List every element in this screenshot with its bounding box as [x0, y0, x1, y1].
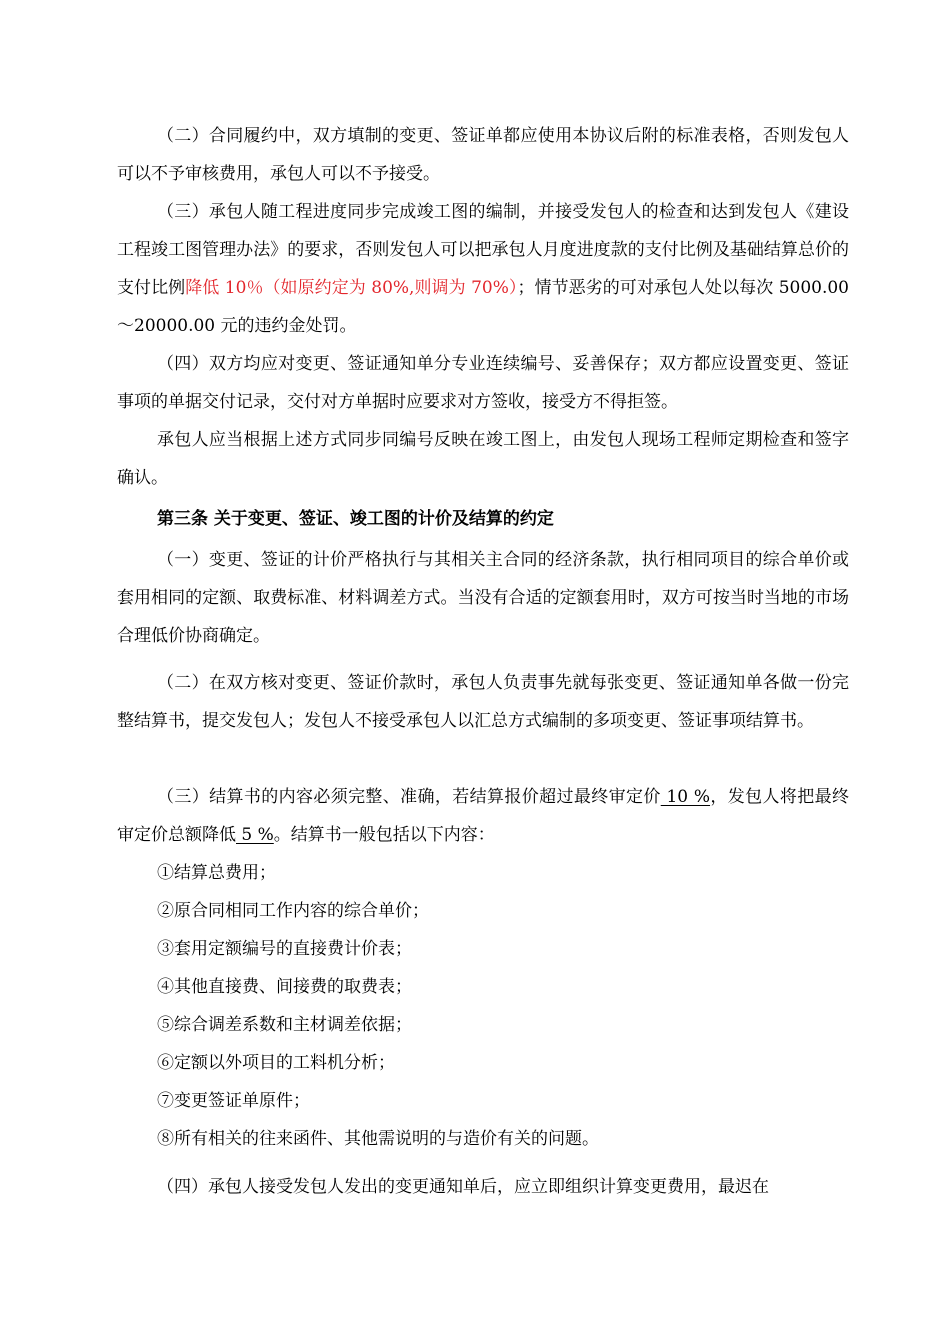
red-highlight-text: 降低 10％（如原约定为 80%,则调为 70%）	[185, 278, 518, 298]
list-item: ⑥定额以外项目的工料机分析；	[157, 1053, 395, 1073]
paragraph-text: （四）承包人接受发包人发出的变更通知单后，应立即组织计算变更费用，最迟在	[157, 1177, 769, 1197]
list-item: ⑧所有相关的往来函件、其他需说明的与造价有关的问题。	[157, 1129, 599, 1149]
list-item: ③套用定额编号的直接费计价表；	[157, 939, 412, 959]
list-item: ②原合同相同工作内容的综合单价；	[157, 901, 429, 921]
paragraph-3-3	[117, 778, 849, 854]
paragraph-text: ，发包人将把最终审定价总额降低	[117, 787, 850, 845]
paragraph-2-4	[117, 345, 849, 421]
paragraph-2-3	[117, 193, 849, 345]
paragraph-text: （三）承包人随工程进度同步完成竣工图的编制，并接受发包人的检查和达到发包人《建设工程竣工图管理办法》的要求，否则发包人可以把承包人月度进度款的支付比例及基础结算总价的支付比例	[117, 202, 849, 298]
paragraph-text: （三）结算书的内容必须完整、准确，若结算报价超过最终审定价	[157, 787, 661, 807]
section-heading-article-3: 第三条 关于变更、签证、竣工图的计价及结算的约定	[157, 509, 554, 529]
paragraph-2-2	[117, 117, 849, 193]
paragraph-text: （一）变更、签证的计价严格执行与其相关主合同的经济条款，执行相同项目的综合单价或套用相同的定额、取费标准、材料调差方式。当没有合适的定额套用时，双方可按当时当地的市场合理低价协商确定。	[117, 550, 849, 646]
paragraph-3-2	[117, 664, 849, 740]
list-item: ⑤综合调差系数和主材调差依据；	[157, 1015, 412, 1035]
paragraph-note	[117, 421, 849, 497]
paragraph-text: 。结算书一般包括以下内容：	[273, 825, 495, 845]
underlined-value: 5 %	[236, 825, 274, 845]
paragraph-text: （四）双方均应对变更、签证通知单分专业连续编号、妥善保存；双方都应设置变更、签证事项的单据交付记录，交付对方单据时应要求对方签收，接受方不得拒签。	[117, 354, 849, 412]
paragraph-text: （二）合同履约中，双方填制的变更、签证单都应使用本协议后附的标准表格，否则发包人可以不予审核费用，承包人可以不予接受。	[117, 126, 849, 184]
paragraph-text: 承包人应当根据上述方式同步同编号反映在竣工图上，由发包人现场工程师定期检查和签字确认。	[117, 430, 849, 488]
underlined-value: 10 %	[660, 787, 711, 807]
list-item: ⑦变更签证单原件；	[157, 1091, 310, 1111]
paragraph-text: （二）在双方核对变更、签证价款时，承包人负责事先就每张变更、签证通知单各做一份完整结算书，提交发包人；发包人不接受承包人以汇总方式编制的多项变更、签证事项结算书。	[117, 673, 849, 731]
list-item: ④其他直接费、间接费的取费表；	[157, 977, 412, 997]
paragraph-text: ；情节恶劣的可对承包人处以每次 5000.00～20000.00 元的违约金处罚。	[117, 278, 849, 336]
list-item: ①结算总费用；	[157, 863, 276, 883]
paragraph-3-4	[157, 1168, 849, 1206]
paragraph-3-1	[117, 541, 849, 655]
